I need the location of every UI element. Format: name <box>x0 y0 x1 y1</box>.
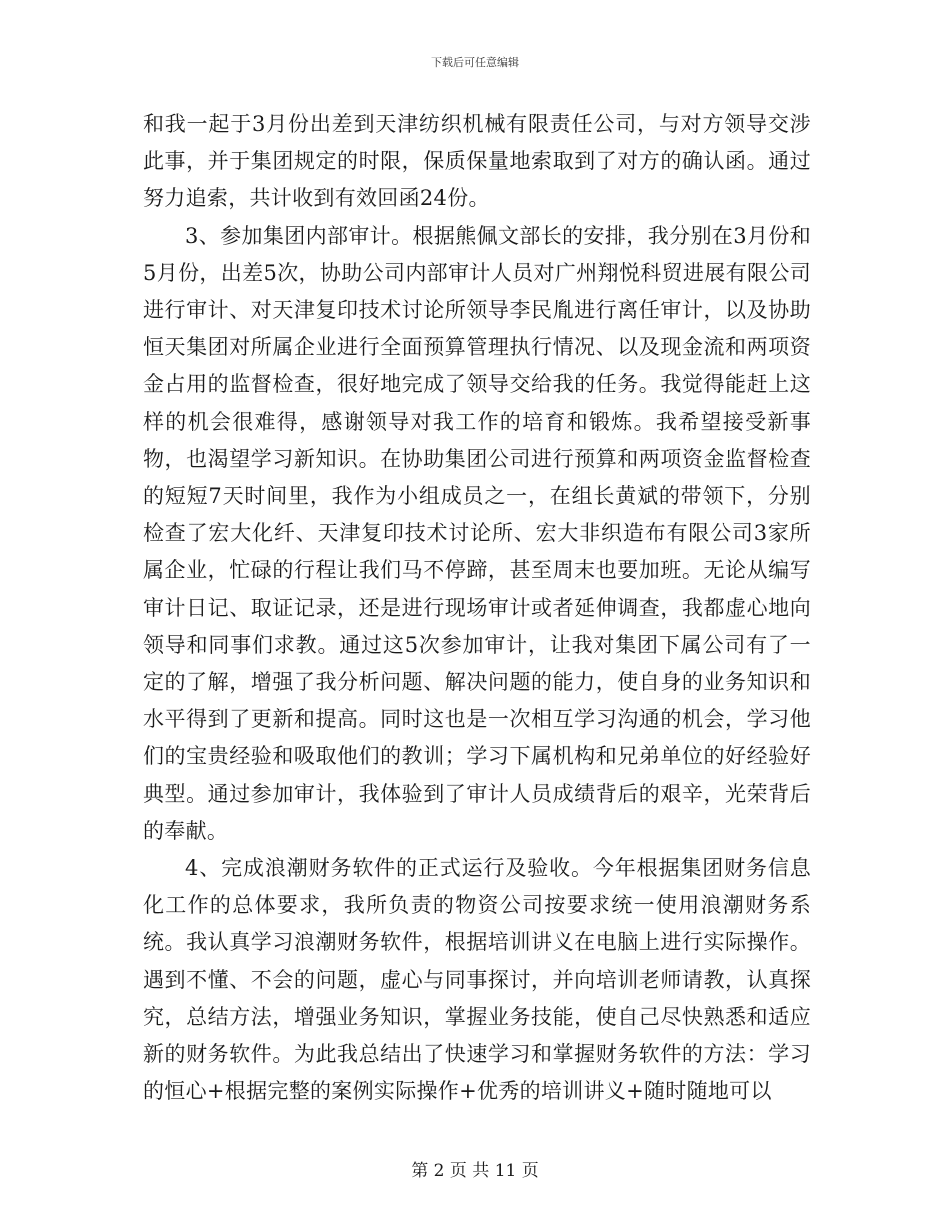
paragraph-3: 4、完成浪潮财务软件的正式运行及验收。今年根据集团财务信息化工作的总体要求，我所负责的物资公司按要求统一使用浪潮财务系统。我认真学习浪潮财务软件，根据培训讲义在电脑上进行实际操作。遇到不懂、不会的问题，虚心与同事探讨，并向培训老师请教，认真探究，总结方法，增强业务知识，掌握业务技能，使自己尽快熟悉和适应新的财务软件。为此我总结出了快速学习和掌握财务软件的方法：学习的恒心+根据完整的案例实际操作+优秀的培训讲义+随时随地可以 <box>143 856 811 1104</box>
page-footer: 第 2 页 共 11 页 <box>411 1161 539 1181</box>
paragraph-1: 和我一起于3月份出差到天津纺织机械有限责任公司，与对方领导交涉此事，并于集团规定的时限，保质保量地索取到了对方的确认函。通过努力追索，共计收到有效回函24份。 <box>143 112 811 211</box>
page-header: 下载后可任意编辑 <box>431 56 519 69</box>
paragraph-2: 3、参加集团内部审计。根据熊佩文部长的安排，我分别在3月份和5月份，出差5次，协助公司内部审计人员对广州翔悦科贸进展有限公司进行审计、对天津复印技术讨论所领导李民胤进行离任审计，以及协助恒天集团对所属企业进行全面预算管理执行情况、以及现金流和两项资金占用的监督检查，很好地完成了领导交给我的任务。我觉得能赶上这样的机会很难得，感谢领导对我工作的培育和锻炼。我希望接受新事物，也渴望学习新知识。在协助集团公司进行预算和两项资金监督检查的短短7天时间里，我作为小组成员之一，在组长黄斌的带领下，分别检查了宏大化纤、天津复印技术讨论所、宏大非织造布有限公司3家所属企业，忙碌的行程让我们马不停蹄，甚至周末也要加班。无论从编写审计日记、取证记录，还是进行现场审计或者延伸调查，我都虚心地向领导和同事们求教。通过这5次参加审计，让我对集团下属公司有了一定的了解，增强了我分析问题、解决问题的能力，使自身的业务知识和水平得到了更新和提高。同时这也是一次相互学习沟通的机会，学习他们的宝贵经验和吸取他们的教训；学习下属机构和兄弟单位的好经验好典型。通过参加审计，我体验到了审计人员成绩背后的艰辛，光荣背后的奉献。 <box>143 223 811 843</box>
document-body <box>143 106 811 1110</box>
